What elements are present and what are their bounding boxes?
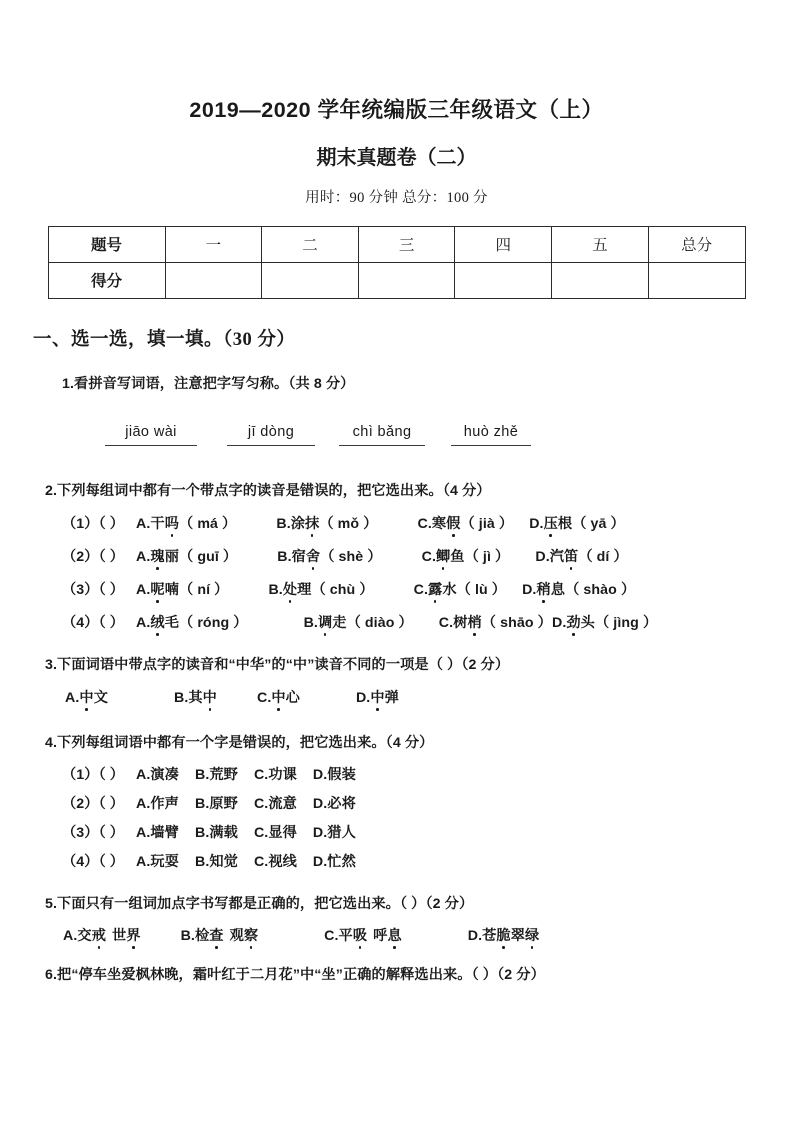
- option-pinyin: （ shāo ）: [481, 614, 552, 631]
- question-1: [0, 351, 793, 393]
- option-letter: D.: [467, 927, 483, 944]
- option-a[interactable]: [65, 687, 108, 707]
- option-b[interactable]: [304, 612, 413, 632]
- dotted-char: 露: [428, 579, 442, 599]
- question-4-row-1: [45, 752, 793, 784]
- option-c[interactable]: [414, 579, 506, 599]
- dotted-char: 吗: [165, 513, 179, 533]
- option-letter: D.: [535, 548, 550, 565]
- option-d[interactable]: D.必将: [312, 795, 356, 812]
- question-2-row-3: [45, 566, 793, 599]
- option-pinyin: （ shè ）: [320, 548, 382, 565]
- pinyin-blank-1[interactable]: jiāo wài: [105, 424, 197, 446]
- option-b[interactable]: [268, 579, 373, 599]
- option-c[interactable]: C.功课: [253, 766, 297, 783]
- option-c[interactable]: [257, 687, 300, 707]
- option-text-post: 心: [285, 689, 300, 706]
- dotted-char: 戒: [92, 925, 106, 945]
- option-a[interactable]: [136, 612, 248, 632]
- option-text-post: 头: [580, 614, 595, 631]
- option-pinyin: （ shào ）: [565, 581, 636, 598]
- option-c[interactable]: [422, 546, 510, 566]
- question-5-options: [45, 913, 793, 945]
- option-a[interactable]: A.玩耍: [136, 853, 179, 870]
- option-pinyin: （ ní ）: [178, 581, 229, 598]
- option-text-post: 弹: [384, 689, 399, 706]
- score-table-col-2: 二: [262, 226, 359, 262]
- option-text-post: 毛: [164, 614, 179, 631]
- score-table-row-label-score: 得分: [48, 262, 165, 298]
- answer-blank-q4-2[interactable]: （2）（ ）: [62, 795, 125, 812]
- exam-meta-info: 用时：90 分钟 总分：100 分: [305, 189, 488, 206]
- option-pinyin: （ jì ）: [464, 548, 510, 565]
- option-letter: B.: [173, 689, 189, 706]
- question-2: [0, 446, 793, 632]
- dotted-char: 界: [126, 925, 140, 945]
- dotted-char: 呢: [150, 579, 164, 599]
- answer-blank-q2-3[interactable]: （3）（ ）: [62, 581, 125, 598]
- table-row: [48, 226, 745, 262]
- option-word1-pre: 苍: [482, 927, 497, 944]
- option-pinyin: （ yā ）: [572, 515, 625, 532]
- page-title: 2019—2020 学年统编版三年级语文（上）: [189, 98, 604, 122]
- option-text-post: 根: [557, 515, 573, 532]
- option-letter: C.: [417, 515, 432, 532]
- option-b[interactable]: [277, 546, 381, 566]
- option-pinyin: （ lù ）: [456, 581, 507, 598]
- score-table: [48, 226, 746, 299]
- option-a[interactable]: A.作声: [136, 795, 179, 812]
- answer-blank-q2-4[interactable]: （4）（ ）: [62, 614, 125, 631]
- option-d[interactable]: D.忙然: [312, 853, 356, 870]
- option-pinyin: （ diào ）: [346, 614, 413, 631]
- dotted-char: 调: [318, 612, 332, 632]
- option-pinyin: （ mǒ ）: [319, 515, 378, 532]
- question-3: [0, 632, 793, 707]
- option-word2-pre: 观: [229, 927, 244, 944]
- option-letter: C.: [421, 548, 436, 565]
- option-text-pre: 宿: [291, 548, 306, 565]
- question-6: [0, 945, 793, 984]
- option-text-post: 息: [550, 581, 566, 598]
- option-letter: A.: [65, 689, 80, 706]
- option-c[interactable]: C.显得: [253, 824, 297, 841]
- pinyin-blank-2[interactable]: jī dòng: [227, 424, 315, 446]
- option-pinyin: （ má ）: [178, 515, 237, 532]
- score-table-row-label-question: 题号: [48, 226, 165, 262]
- option-letter: C.: [438, 614, 454, 631]
- section-heading-one: 一、选一选，填一填。（30 分）: [33, 329, 296, 350]
- question-5-stem: 5.下面只有一组词加点字书写都是正确的，把它选出来。（ ）（2 分）: [45, 895, 474, 912]
- option-letter: B.: [303, 614, 318, 631]
- dotted-char: 稍: [536, 579, 550, 599]
- question-3-options: [45, 674, 793, 707]
- option-letter: A.: [63, 927, 78, 944]
- option-letter: A.: [136, 581, 151, 598]
- question-2-row-4: [45, 599, 793, 632]
- option-b[interactable]: [276, 513, 377, 533]
- score-table-col-total: 总分: [648, 226, 745, 262]
- dotted-char: 处: [283, 579, 297, 599]
- option-word1-pre: 检: [194, 927, 210, 944]
- option-a[interactable]: [136, 546, 237, 566]
- dotted-char: 息: [387, 925, 401, 945]
- score-table-wrapper: [48, 226, 746, 299]
- option-letter: C.: [324, 927, 339, 944]
- option-a[interactable]: A.墙臂: [136, 824, 179, 841]
- option-word2-pre: 翠: [510, 927, 526, 944]
- dotted-char: 中: [203, 687, 217, 707]
- score-cell-4[interactable]: [455, 262, 552, 298]
- option-word2-pre: 呼: [373, 927, 388, 944]
- option-letter: D.: [529, 515, 544, 532]
- option-text-pre: 树: [453, 614, 468, 631]
- dotted-char: 中: [271, 687, 285, 707]
- option-c[interactable]: C.流意: [253, 795, 297, 812]
- option-letter: D.: [551, 614, 567, 631]
- option-b[interactable]: B.荒野: [194, 766, 238, 783]
- dotted-char: 压: [544, 513, 558, 533]
- pinyin-blank-4[interactable]: huò zhě: [451, 424, 531, 446]
- option-letter: D.: [522, 581, 537, 598]
- option-letter: B.: [277, 548, 292, 565]
- option-text-pre: 涂: [290, 515, 306, 532]
- option-letter: B.: [180, 927, 195, 944]
- pinyin-blank-3[interactable]: chì bǎng: [339, 424, 425, 446]
- option-c[interactable]: [324, 925, 402, 945]
- option-d[interactable]: [529, 513, 625, 533]
- option-c[interactable]: C.视线: [253, 853, 297, 870]
- option-word2-pre: 世: [111, 927, 127, 944]
- option-letter: B.: [268, 581, 283, 598]
- answer-blank-q4-1[interactable]: （1）（ ）: [62, 766, 125, 783]
- score-table-col-4: 四: [455, 226, 552, 262]
- option-text-post: 丽: [164, 548, 179, 565]
- score-cell-3[interactable]: [358, 262, 455, 298]
- answer-blank-q2-2[interactable]: （2）（ ）: [62, 548, 125, 565]
- option-b[interactable]: [174, 687, 217, 707]
- question-1-stem: 1.看拼音写词语，注意把字写匀称。（共 8 分）: [62, 375, 355, 392]
- dotted-char: 假: [446, 513, 460, 533]
- option-word1-pre: 平: [338, 927, 353, 944]
- option-text-pre: 其: [188, 689, 203, 706]
- option-letter: A.: [136, 515, 151, 532]
- option-pinyin: （ jìng ）: [594, 614, 658, 631]
- option-d[interactable]: [468, 925, 540, 945]
- option-text-post: 理: [297, 581, 312, 598]
- question-2-row-2: [45, 533, 793, 566]
- score-cell-5[interactable]: [552, 262, 649, 298]
- option-letter: A.: [136, 548, 151, 565]
- option-a[interactable]: [136, 579, 228, 599]
- option-letter: C.: [256, 689, 272, 706]
- dotted-char: 中: [79, 687, 93, 707]
- table-row: [48, 262, 745, 298]
- option-pinyin: （ róng ）: [178, 614, 248, 631]
- option-pinyin: （ dí ）: [578, 548, 628, 565]
- option-text-post: 鱼: [450, 548, 465, 565]
- question-4-stem: 4.下列每组词语中都有一个字是错误的，把它选出来。（4 分）: [45, 734, 434, 751]
- question-4-row-4: [45, 842, 793, 871]
- option-word1-pre: 交: [77, 927, 92, 944]
- score-table-col-5: 五: [552, 226, 649, 262]
- option-pinyin: （ guī ）: [178, 548, 238, 565]
- option-letter: C.: [413, 581, 429, 598]
- option-text-post: 水: [442, 581, 457, 598]
- option-text-pre: 干: [150, 515, 165, 532]
- answer-blank-q4-3[interactable]: （3）（ ）: [62, 824, 125, 841]
- question-5: [0, 871, 793, 945]
- option-b[interactable]: B.满载: [194, 824, 238, 841]
- dotted-char: 中: [370, 687, 384, 707]
- page-subtitle: 期末真题卷（二）: [316, 146, 477, 169]
- dotted-char: 舍: [306, 546, 320, 566]
- dotted-char: 梢: [467, 612, 481, 632]
- question-4-row-2: [45, 784, 793, 813]
- option-text-pre: 汽: [549, 548, 565, 565]
- dotted-char: 抹: [305, 513, 319, 533]
- dotted-char: 查: [209, 925, 223, 945]
- option-a[interactable]: [136, 513, 236, 533]
- option-letter: A.: [136, 614, 151, 631]
- option-text-post: 文: [93, 689, 108, 706]
- score-cell-2[interactable]: [262, 262, 359, 298]
- option-a[interactable]: A.演凑: [136, 766, 179, 783]
- option-d[interactable]: [552, 612, 657, 632]
- option-d[interactable]: [356, 687, 399, 707]
- option-letter: B.: [276, 515, 291, 532]
- option-c[interactable]: [417, 513, 513, 533]
- option-d[interactable]: [535, 546, 627, 566]
- dotted-char: 鲫: [436, 546, 450, 566]
- option-b[interactable]: [181, 925, 259, 945]
- question-3-stem: 3.下面词语中带点字的读音和“中华”的“中”读音不同的一项是（ ）（2 分）: [45, 656, 510, 673]
- dotted-char: 劲: [566, 612, 580, 632]
- dotted-char: 绿: [525, 925, 539, 945]
- option-b[interactable]: B.知觉: [194, 853, 238, 870]
- score-cell-total[interactable]: [648, 262, 745, 298]
- dotted-char: 笛: [564, 546, 578, 566]
- score-table-col-1: 一: [165, 226, 262, 262]
- option-letter: D.: [355, 689, 371, 706]
- question-4-row-3: [45, 813, 793, 842]
- option-text-post: 喃: [164, 581, 179, 598]
- question-2-row-1: [45, 500, 793, 533]
- answer-blank-q4-4[interactable]: （4）（ ）: [62, 853, 125, 870]
- option-b[interactable]: B.原野: [194, 795, 238, 812]
- question-2-stem: 2.下列每组词中都有一个带点字的读音是错误的，把它选出来。（4 分）: [45, 482, 491, 499]
- option-pinyin: （ chù ）: [311, 581, 374, 598]
- dotted-char: 吸: [353, 925, 367, 945]
- dotted-char: 脆: [496, 925, 510, 945]
- question-1-pinyin-blanks: [0, 393, 793, 446]
- option-d[interactable]: [522, 579, 635, 599]
- option-d[interactable]: D.猎人: [312, 824, 356, 841]
- dotted-char: 瑰: [150, 546, 164, 566]
- option-pinyin: （ jià ）: [460, 515, 514, 532]
- dotted-char: 绒: [150, 612, 164, 632]
- score-table-col-3: 三: [358, 226, 455, 262]
- score-cell-1[interactable]: [165, 262, 262, 298]
- option-text-pre: 寒: [431, 515, 447, 532]
- question-6-stem: 6.把“停车坐爱枫林晚，霜叶红于二月花”中“坐”正确的解释选出来。（ ）（2 分）: [45, 966, 545, 983]
- option-text-post: 走: [332, 614, 347, 631]
- question-4: [0, 707, 793, 871]
- option-a[interactable]: [63, 925, 141, 945]
- dotted-char: 察: [244, 925, 258, 945]
- answer-blank-q2-1[interactable]: （1）（ ）: [62, 515, 125, 532]
- option-d[interactable]: D.假装: [312, 766, 356, 783]
- option-c[interactable]: [439, 612, 552, 632]
